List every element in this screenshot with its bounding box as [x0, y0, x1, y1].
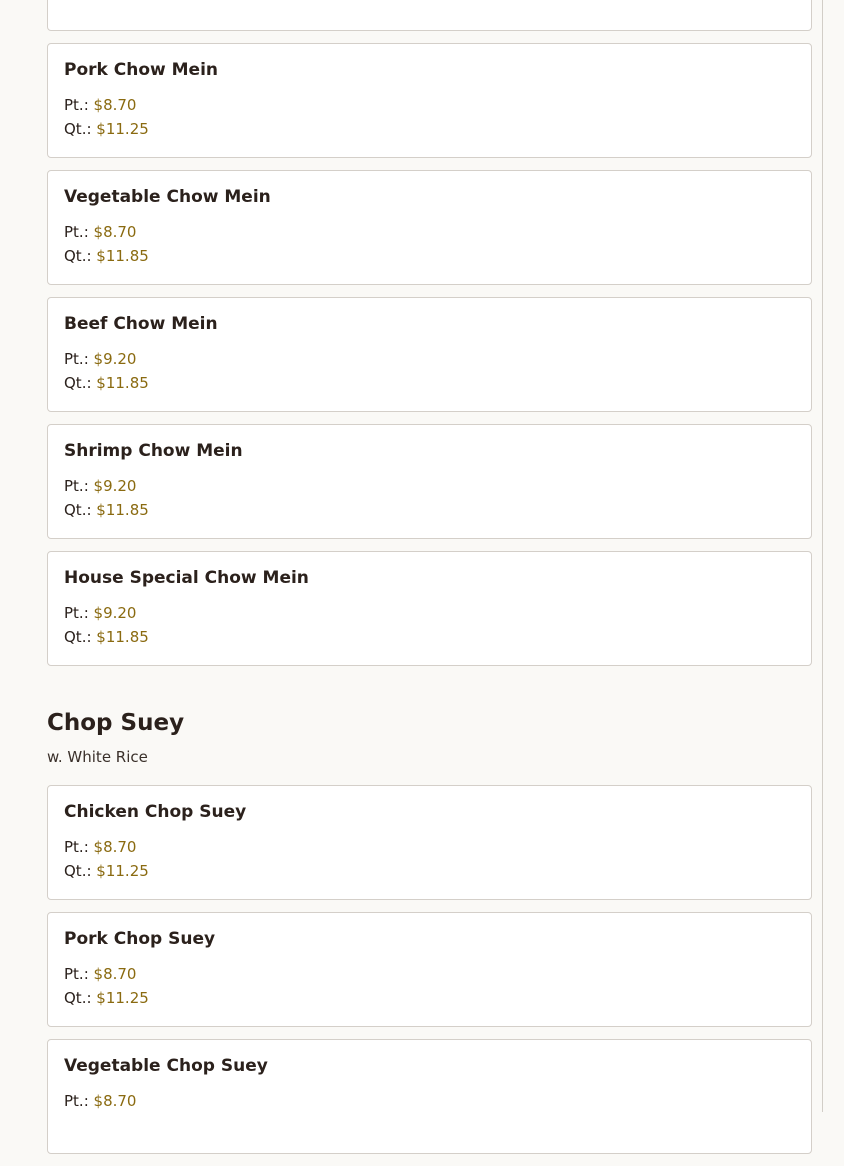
chop-suey-section [47, 678, 812, 1154]
menu-item-name: House Special Chow Mein [64, 568, 309, 588]
quart-label: Qt.: [64, 247, 92, 265]
quart-price-row [64, 371, 795, 395]
chow-mein-section [47, 0, 812, 666]
quart-price: $11.25 [96, 989, 149, 1007]
menu-list [47, 0, 812, 1166]
quart-price: $11.85 [96, 247, 149, 265]
pint-label: Pt.: [64, 604, 89, 622]
price-list [64, 220, 795, 268]
menu-item-card[interactable] [47, 424, 812, 539]
pint-label: Pt.: [64, 838, 89, 856]
pint-price-row [64, 601, 795, 625]
section-title: Chop Suey [47, 710, 185, 736]
quart-price-row [64, 625, 795, 649]
pint-price-row [64, 347, 795, 371]
quart-label: Qt.: [64, 374, 92, 392]
menu-item-card[interactable] [47, 912, 812, 1027]
menu-item-name: Beef Chow Mein [64, 314, 218, 334]
pint-price: $9.20 [93, 604, 137, 622]
pint-price-row [64, 835, 795, 859]
pint-price: $8.70 [93, 965, 137, 983]
quart-price: $11.85 [96, 501, 149, 519]
quart-price-row [64, 986, 795, 1010]
quart-label: Qt.: [64, 862, 92, 880]
quart-label: Qt.: [64, 120, 92, 138]
quart-price-row [64, 498, 795, 522]
menu-item-name: Pork Chow Mein [64, 60, 219, 80]
pint-label: Pt.: [64, 477, 89, 495]
quart-price: $11.25 [96, 120, 149, 138]
menu-item-card[interactable] [47, 0, 812, 31]
menu-item-name: Pork Chop Suey [64, 929, 216, 949]
pint-price: $9.20 [93, 350, 137, 368]
quart-price: $11.85 [96, 628, 149, 646]
pint-price-row [64, 93, 795, 117]
quart-label: Qt.: [64, 501, 92, 519]
menu-item-name: Vegetable Chow Mein [64, 187, 271, 207]
quart-price-row [64, 859, 795, 883]
menu-item-name: Shrimp Chow Mein [64, 441, 243, 461]
quart-price: $11.85 [96, 374, 149, 392]
pint-price: $8.70 [93, 223, 137, 241]
pint-price: $8.70 [93, 96, 137, 114]
quart-price-row [64, 117, 795, 141]
price-list [64, 347, 795, 395]
quart-price: $11.25 [96, 862, 149, 880]
menu-item-name: Chicken Chop Suey [64, 802, 247, 822]
menu-item-card[interactable] [47, 170, 812, 285]
pint-label: Pt.: [64, 965, 89, 983]
pint-price: $8.70 [93, 1092, 137, 1110]
pint-price-row [64, 220, 795, 244]
price-list [64, 93, 795, 141]
menu-item-card[interactable] [47, 551, 812, 666]
pint-label: Pt.: [64, 96, 89, 114]
menu-item-card[interactable] [47, 43, 812, 158]
pint-label: Pt.: [64, 223, 89, 241]
menu-item-card[interactable] [47, 1039, 812, 1154]
menu-item-card[interactable] [47, 297, 812, 412]
price-list [64, 835, 795, 883]
pint-price-row [64, 962, 795, 986]
pint-price-row [64, 474, 795, 498]
quart-price-row [64, 244, 795, 268]
pint-price-row [64, 1089, 795, 1113]
pint-price: $8.70 [93, 838, 137, 856]
pint-label: Pt.: [64, 1092, 89, 1110]
quart-label: Qt.: [64, 989, 92, 1007]
price-list [64, 1089, 795, 1113]
quart-label: Qt.: [64, 628, 92, 646]
price-list [64, 601, 795, 649]
price-list [64, 962, 795, 1010]
menu-item-card[interactable] [47, 785, 812, 900]
price-list [64, 474, 795, 522]
pint-price: $9.20 [93, 477, 137, 495]
pint-label: Pt.: [64, 350, 89, 368]
section-subtitle: w. White Rice [47, 748, 148, 766]
section-header [47, 678, 812, 767]
menu-item-name: Vegetable Chop Suey [64, 1056, 268, 1076]
